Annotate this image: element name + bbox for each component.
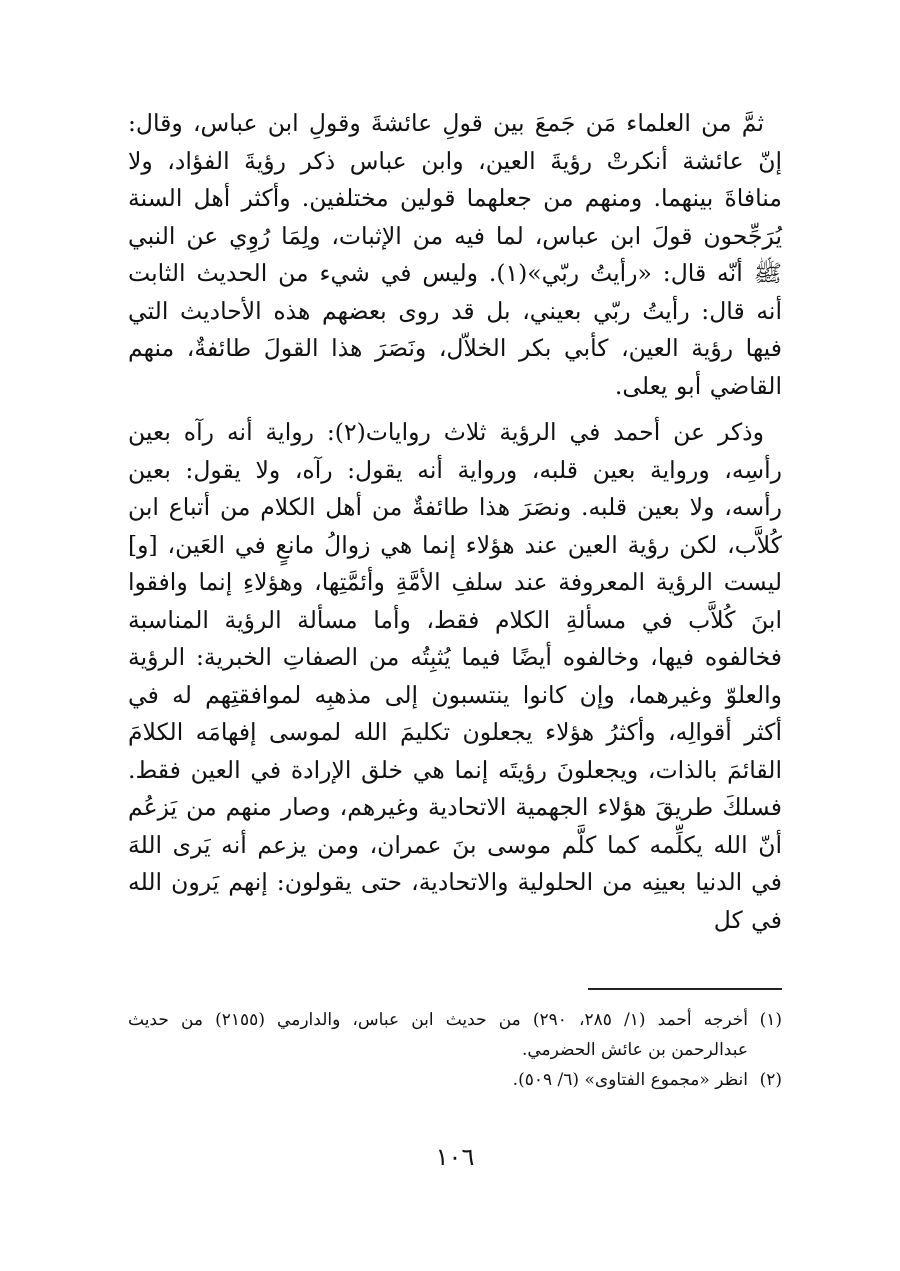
footnote-number: (٢) — [759, 1070, 782, 1090]
paragraph: ثمَّ من العلماء مَن جَمعَ بين قولِ عائشةَ وقولِ ابن عباس، وقال: إنّ عائشة أنكرتْ رؤيةَ العين، وابن عباس ذكر رؤيةَ الفؤاد، ولا منافاةَ بينهما. ومنهم من جعلهما قولين مختلفين. وأكثر أهل السنة يُرَجِّحون قولَ ابن عباس، لما فيه من الإثبات، ولِمَا رُوِي عن النبي ﷺ أنّه قال: «رأيتُ ربّي»(١). وليس في شيء من الحديث الثابت أنه قال: رأيتُ ربّي بعيني، بل قد روى بعضهم هذه الأحاديث التي فيها رؤية العين، كأبي بكر الخلاّل، ونَصَرَ هذا القولَ طائفةٌ، منهم القاضي أبو يعلى. — [128, 109, 782, 400]
main-text — [128, 105, 782, 939]
page-number: ١٠٦ — [435, 1143, 475, 1171]
footnote-text: أخرجه أحمد (١/ ٢٨٥، ٢٩٠) من حديث ابن عباس، والدارمي (٢١٥٥) من حديث عبدالرحمن بن عائش الحضرمي. — [128, 1010, 749, 1060]
footnote-separator — [588, 988, 782, 990]
footnotes — [128, 1005, 782, 1095]
footnote — [128, 1005, 782, 1065]
footnote-number: (١) — [759, 1010, 783, 1030]
footnote — [128, 1065, 782, 1095]
paragraph: وذكر عن أحمد في الرؤية ثلاث روايات(٢): رواية أنه رآه بعين رأسِه، ورواية بعين قلبه، ورواية أنه يقول: رآه، ولا يقول: بعين رأسه، ولا بعين قلبه. ونصَرَ هذا طائفةٌ من أهل الكلام من أتباع ابن كُلاَّب، لكن رؤية العين عند هؤلاء إنما هي زوالُ مانعٍ في العَين، [و] ليست الرؤية المعروفة عند سلفِ الأمَّةِ وأئمَّتِها، وهؤلاءِ إنما وافقوا ابنَ كُلاَّب في مسألةِ الكلام فقط، وأما مسألة الرؤية المناسبة فخالفوه فيها، وخالفوه أيضًا فيما يُثبِتُه من الصفاتِ الخبرية: الرؤية والعلوّ وغيرهما، وإن كانوا ينتسبون إلى مذهبِه لموافقتِهم له في أكثر أقوالِه، وأكثرُ هؤلاء يجعلون تكليمَ الله لموسى إفهامَه الكلامَ القائمَ بالذات، ويجعلونَ رؤيتَه إنما هي خلق الإرادة في العين فقط. فسلكَ طريقَ هؤلاء الجهمية الاتحادية وغيرهم، وصار منهم من يَزعُم أنّ الله يكلِّمه كما كلَّم موسى بنَ عمران، ومن يزعم أنه يَرى اللهَ في الدنيا بعينِه من الحلولية والاتحادية، حتى يقولون: إنهم يَرون الله في كل — [128, 418, 782, 934]
book-page — [128, 105, 782, 1225]
footnote-text: انظر «مجموع الفتاوى» (٦/ ٥٠٩). — [512, 1070, 748, 1090]
